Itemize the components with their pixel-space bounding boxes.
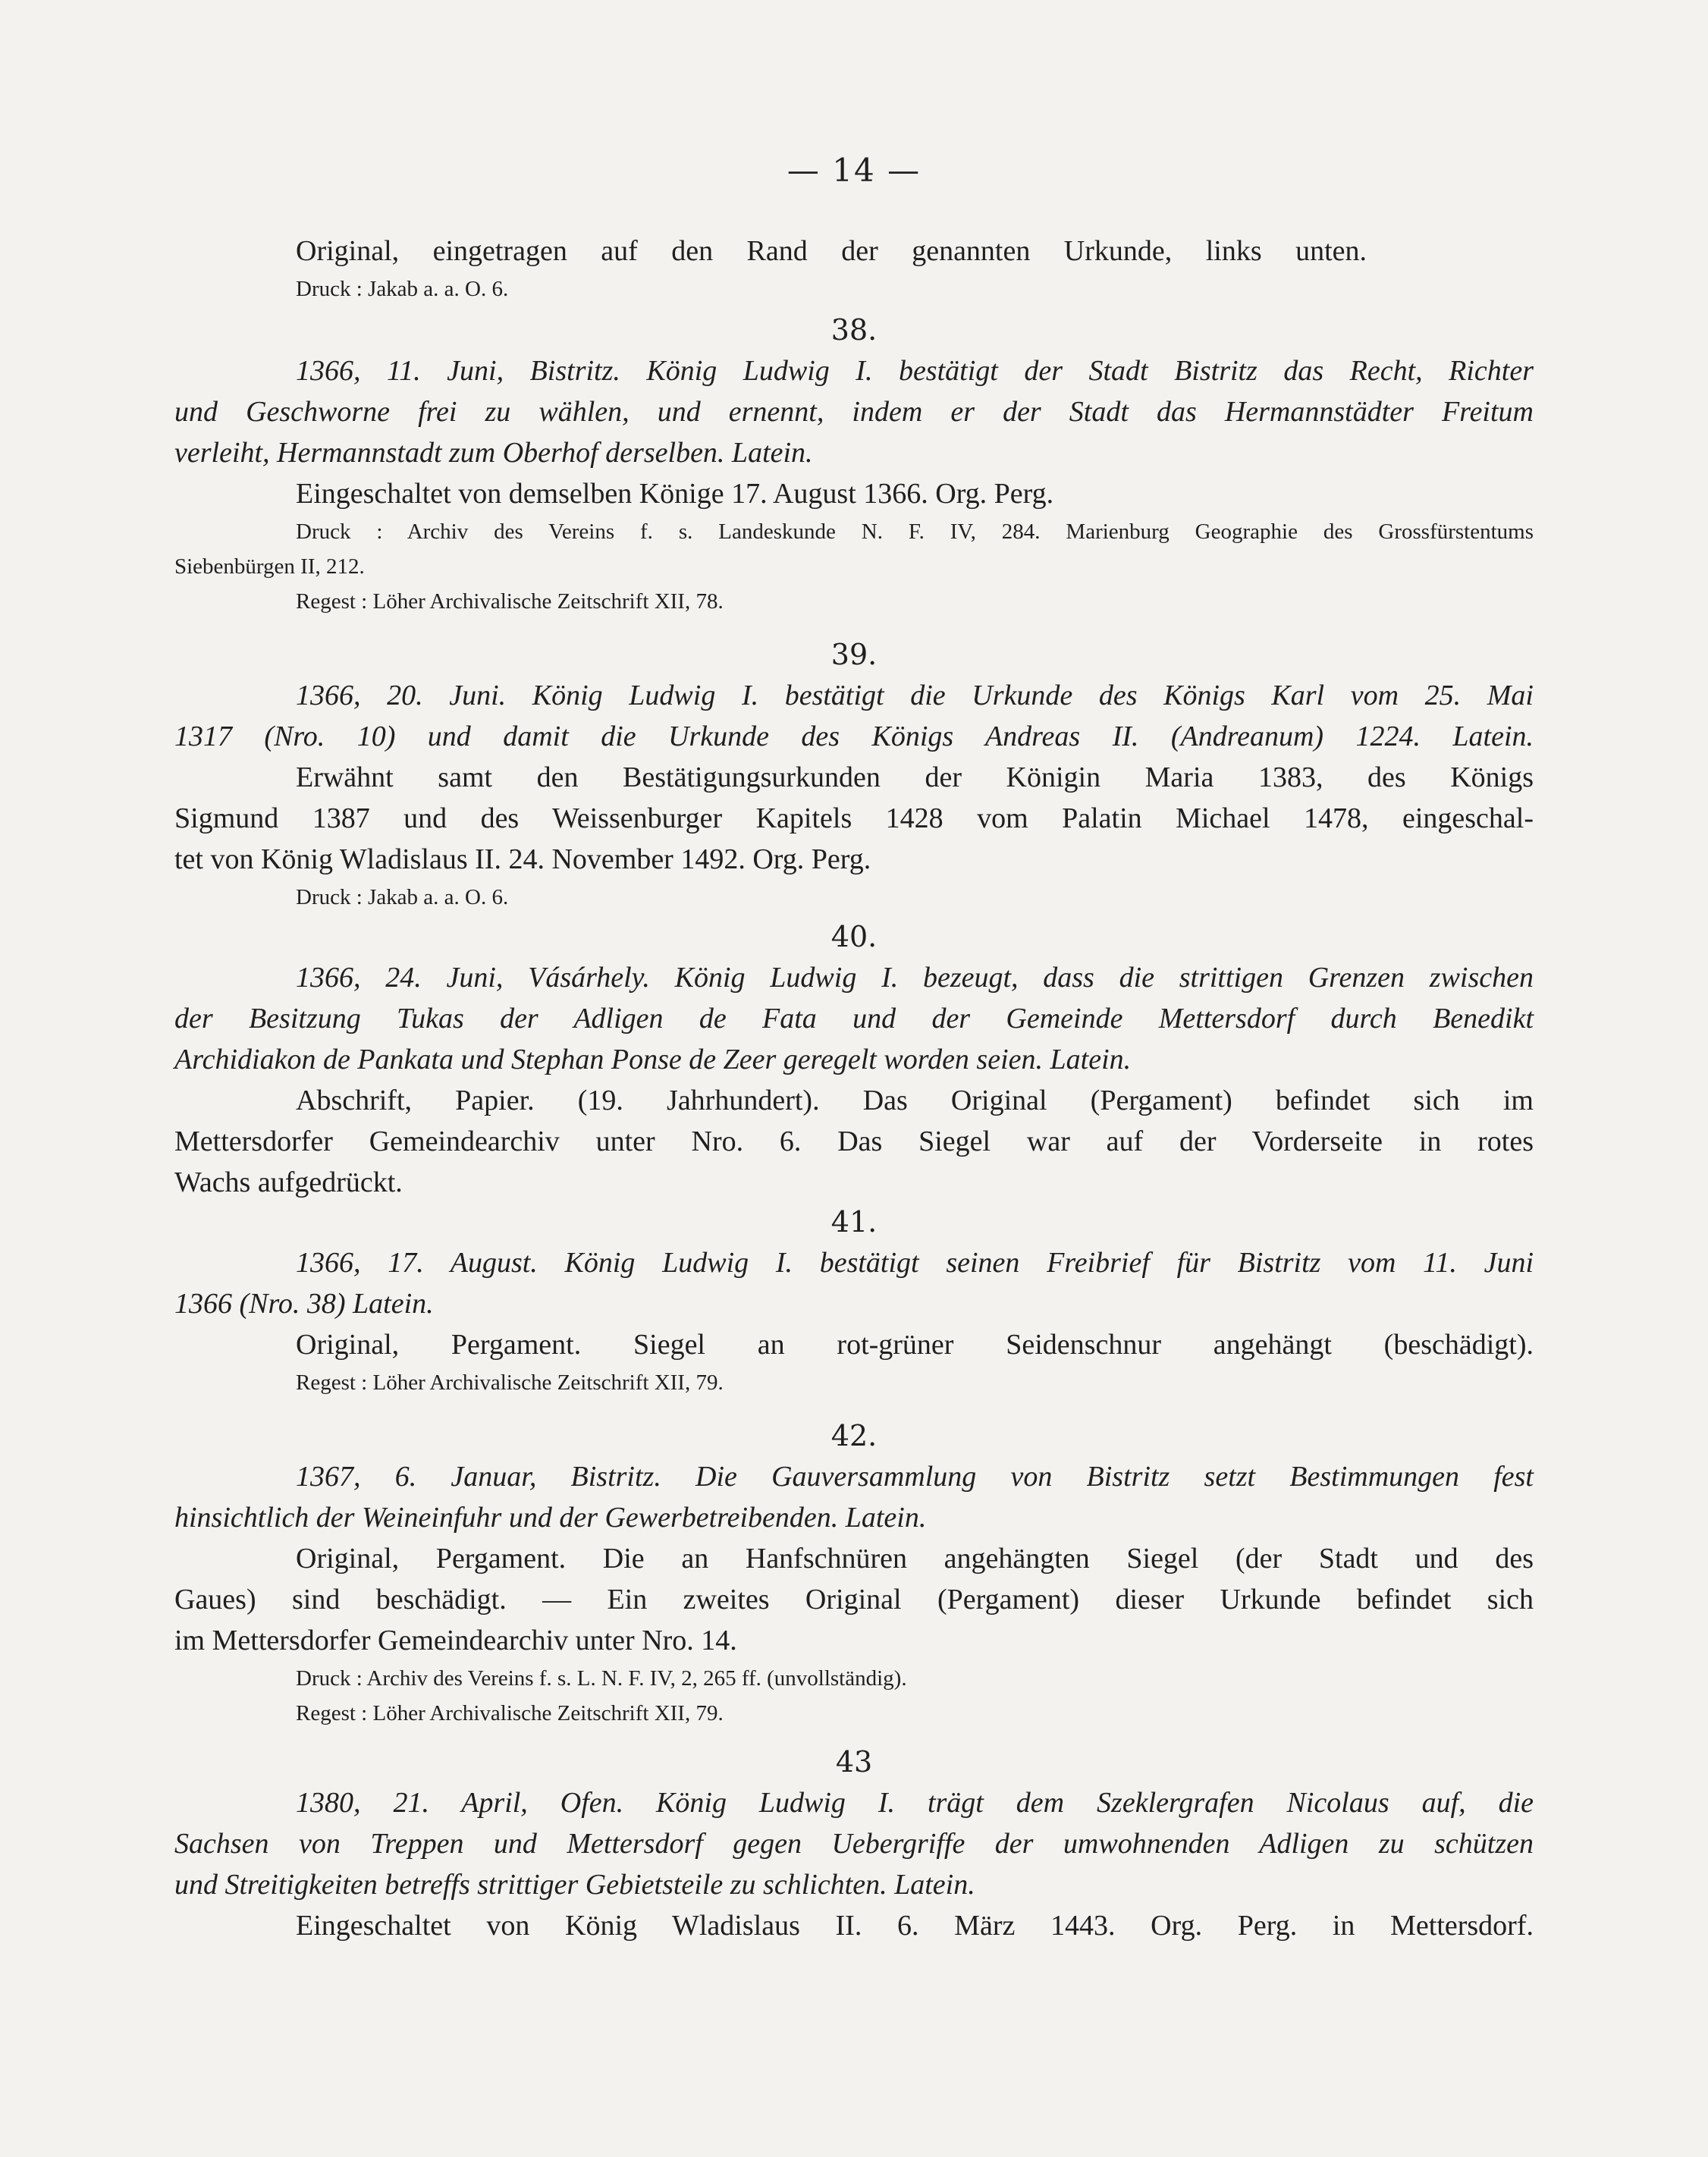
- entry-43: [174, 1741, 1534, 1946]
- entry-note-line: Wachs aufgedrückt.: [174, 1166, 403, 1198]
- entry-summary-line: 1317 (Nro. 10) und damit die Urkunde des Königs Andreas II. (Andreanum) 1224. Latein.: [174, 721, 1534, 752]
- entry-regest-reference: Regest : Löher Archivalische Zeitschrift XII, 78.: [296, 589, 724, 614]
- entry-number: 38.: [830, 313, 878, 347]
- entry-summary-line: verleiht, Hermannstadt zum Oberhof derselben. Latein.: [174, 437, 813, 469]
- entry-number: 40.: [830, 920, 878, 953]
- intro-block: [174, 231, 1534, 306]
- entry-summary-line: 1380, 21. April, Ofen. König Ludwig I. trägt dem Szeklergrafen Nicolaus auf, die: [296, 1787, 1534, 1819]
- entry-number: 43: [835, 1745, 873, 1779]
- entry-note-line: Sigmund 1387 und des Weissenburger Kapitels 1428 vom Palatin Michael 1478, eingeschal-: [174, 802, 1534, 834]
- entry-number: 41.: [830, 1205, 878, 1239]
- entry-note-line: Original, Pergament. Siegel an rot-grüner Seidenschnur angehängt (beschädigt).: [296, 1329, 1534, 1361]
- entry-summary-line: 1366, 17. August. König Ludwig I. bestätigt seinen Freibrief für Bistritz vom 11. Juni: [296, 1247, 1534, 1279]
- entry-41: [174, 1201, 1534, 1400]
- entry-print-reference: Druck : Archiv des Vereins f. s. L. N. F. IV, 2, 265 ff. (unvollständig).: [296, 1666, 907, 1691]
- intro-line: Original, eingetragen auf den Rand der genannten Urkunde, links unten.: [296, 235, 1367, 267]
- intro-print-reference: Druck : Jakab a. a. O. 6.: [296, 277, 509, 301]
- entry-number: 39.: [830, 638, 878, 671]
- entry-print-reference: Druck : Archiv des Vereins f. s. Landeskunde N. F. IV, 284. Marienburg Geographie des Grossfürstentums: [296, 520, 1534, 544]
- entry-summary-line: der Besitzung Tukas der Adligen de Fata und der Gemeinde Mettersdorf durch Benedikt: [174, 1003, 1534, 1035]
- entry-summary-line: 1366, 24. Juni, Vásárhely. König Ludwig I. bezeugt, dass die strittigen Grenzen zwischen: [296, 962, 1534, 994]
- entry-print-reference: Siebenbürgen II, 212.: [174, 554, 365, 579]
- entry-note-line: Abschrift, Papier. (19. Jahrhundert). Das Original (Pergament) befindet sich im: [296, 1085, 1534, 1116]
- entry-40: [174, 916, 1534, 1203]
- entry-print-reference: Druck : Jakab a. a. O. 6.: [296, 885, 509, 909]
- entry-summary-line: 1366, 11. Juni, Bistritz. König Ludwig I. bestätigt der Stadt Bistritz das Recht, Richter: [296, 355, 1534, 387]
- entry-summary-line: 1367, 6. Januar, Bistritz. Die Gauversammlung von Bistritz setzt Bestimmungen fest: [296, 1461, 1534, 1493]
- entry-summary-line: Sachsen von Treppen und Mettersdorf gegen Uebergriffe der umwohnenden Adligen zu schützen: [174, 1828, 1534, 1860]
- entry-note-line: im Mettersdorfer Gemeindearchiv unter Nro. 14.: [174, 1625, 737, 1656]
- entry-note-line: tet von König Wladislaus II. 24. November 1492. Org. Perg.: [174, 843, 871, 875]
- entry-42: [174, 1415, 1534, 1731]
- page-number: — 14 —: [786, 152, 922, 189]
- entry-note-line: Mettersdorfer Gemeindearchiv unter Nro. 6. Das Siegel war auf der Vorderseite in rotes: [174, 1126, 1534, 1157]
- entry-note-line: Original, Pergament. Die an Hanfschnüren angehängten Siegel (der Stadt und des: [296, 1543, 1534, 1575]
- entry-note-line: Eingeschaltet von König Wladislaus II. 6. März 1443. Org. Perg. in Mettersdorf.: [296, 1910, 1534, 1942]
- entry-number: 42.: [830, 1419, 878, 1452]
- entry-summary-line: Archidiakon de Pankata und Stephan Ponse de Zeer geregelt worden seien. Latein.: [174, 1044, 1132, 1075]
- entry-regest-reference: Regest : Löher Archivalische Zeitschrift XII, 79.: [296, 1701, 724, 1725]
- entry-summary-line: hinsichtlich der Weineinfuhr und der Gewerbetreibenden. Latein.: [174, 1502, 927, 1534]
- entry-summary-line: 1366, 20. Juni. König Ludwig I. bestätigt die Urkunde des Königs Karl vom 25. Mai: [296, 680, 1534, 711]
- entry-summary-line: und Streitigkeiten betreffs strittiger Gebietsteile zu schlichten. Latein.: [174, 1869, 975, 1901]
- entry-38: [174, 309, 1534, 619]
- entry-note-line: Erwähnt samt den Bestätigungsurkunden der Königin Maria 1383, des Königs: [296, 761, 1534, 793]
- entry-summary-line: 1366 (Nro. 38) Latein.: [174, 1288, 434, 1320]
- entry-39: [174, 634, 1534, 915]
- entry-regest-reference: Regest : Löher Archivalische Zeitschrift XII, 79.: [296, 1370, 724, 1395]
- entry-note-line: Gaues) sind beschädigt. — Ein zweites Original (Pergament) dieser Urkunde befindet sich: [174, 1584, 1534, 1615]
- entry-summary-line: und Geschworne frei zu wählen, und ernennt, indem er der Stadt das Hermannstädter Freitum: [174, 396, 1534, 428]
- entry-note-line: Eingeschaltet von demselben Könige 17. August 1366. Org. Perg.: [296, 478, 1054, 510]
